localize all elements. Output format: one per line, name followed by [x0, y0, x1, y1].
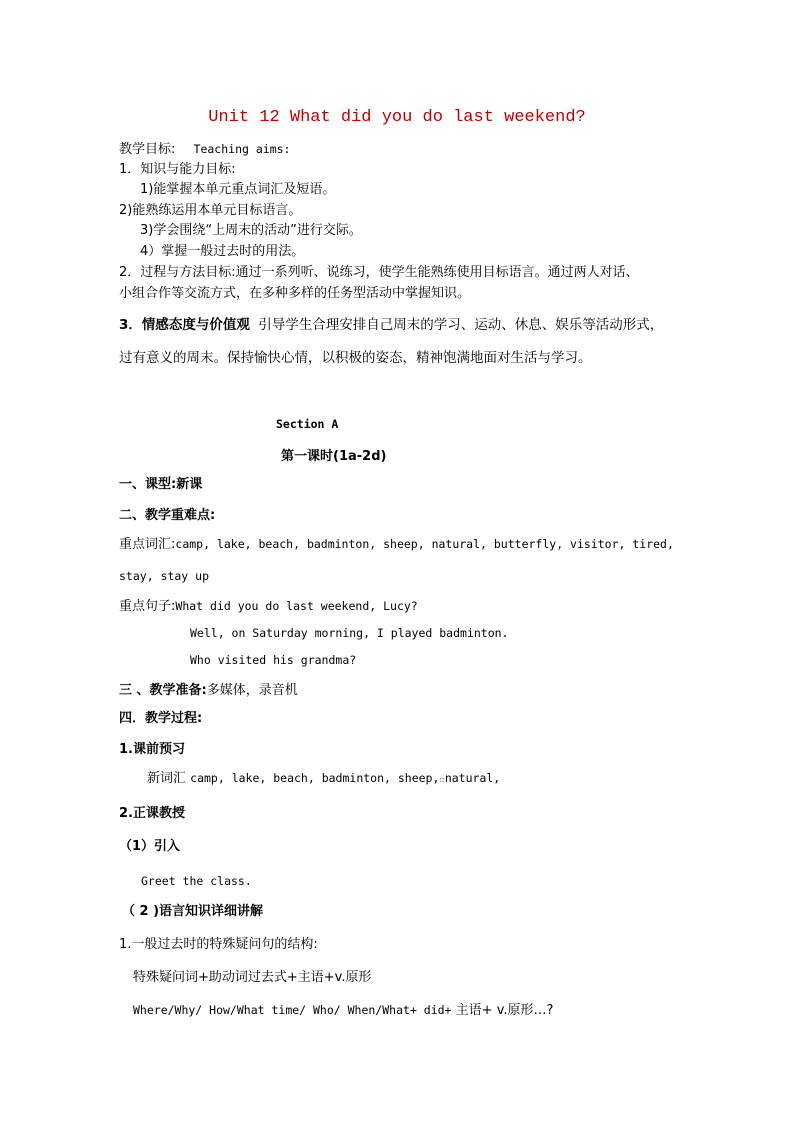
objective-1: 1．知识与能力目标:: [119, 162, 236, 177]
point1-example-a: Where/Why/ How/What time/ Who/ When/What+ did+: [133, 1003, 452, 1017]
objective-3-label: 3．情感态度与价值观: [119, 317, 250, 333]
objective-2-line1: 2．过程与方法目标:通过一系列听、说练习，使学生能熟练使用目标语言。通过两人对话、: [119, 265, 639, 280]
document-title: Unit 12 What did you do last weekend?: [208, 108, 586, 127]
sub1-text: Greet the class.: [141, 874, 252, 888]
paragraph-mark-icon: ▫: [439, 775, 445, 784]
key-vocab-words: camp, lake, beach, badminton, sheep, natural, butterfly, visitor, tired,: [175, 537, 674, 551]
key-sentence-1: [119, 598, 418, 615]
objective-3-text: 引导学生合理安排自己周末的学习、运动、休息、娱乐等活动形式，: [258, 317, 664, 333]
preparation-value: 多媒体，录音机: [206, 683, 298, 698]
objectives-heading: [119, 141, 290, 158]
step1-new-words: [147, 770, 500, 788]
key-vocab-line1: [119, 536, 674, 553]
objective-1-1: 1)能掌握本单元重点词汇及短语。: [140, 182, 336, 197]
point1-example-b: 主语+: [455, 1003, 493, 1018]
point1: 1.一般过去时的特殊疑问句的结构:: [119, 937, 318, 952]
key-sentence-2: Well, on Saturday morning, I played badminton.: [190, 626, 509, 640]
point1-formula: 特殊疑问词+助动词过去式+主语+v.原形: [133, 970, 372, 985]
step2-heading: 2.正课教授: [119, 806, 185, 821]
lesson-type: [119, 477, 202, 493]
section-name: Section A: [276, 417, 339, 431]
lesson-type-label: 一、课型:: [119, 477, 177, 492]
process-heading: 四．教学过程:: [119, 711, 203, 726]
objective-3-line1: [119, 317, 663, 333]
preparation-label: 三 、教学准备:: [119, 683, 207, 698]
step1-label: 新词汇: [147, 771, 187, 786]
step1-words-a: camp, lake, beach, badminton, sheep,: [190, 771, 440, 785]
objective-1-3: 3)学会围绕“上周末的活动”进行交际。: [140, 223, 362, 238]
key-sentence-1-text: What did you do last weekend, Lucy?: [175, 599, 418, 613]
step1-heading: 1.课前预习: [119, 742, 185, 757]
key-sentence-label: 重点句子:: [119, 599, 176, 614]
preparation: [119, 683, 298, 699]
key-vocab-line2: stay, stay up: [119, 569, 210, 583]
point1-example: [133, 1002, 553, 1019]
key-vocab-label: 重点词汇:: [119, 537, 176, 552]
step1-words-b: natural,: [444, 771, 501, 785]
objectives-heading-cn: 教学目标:: [119, 142, 176, 157]
objective-1-2: 2)能熟练运用本单元目标语言。: [119, 203, 302, 218]
lesson-type-value: 新课: [176, 477, 203, 492]
objective-3-line2: 过有意义的周末。保持愉快心情，以积极的姿态，精神饱满地面对生活与学习。: [119, 350, 592, 366]
objective-1-4: 4）掌握一般过去时的用法。: [140, 244, 305, 259]
objectives-heading-en: Teaching aims:: [193, 142, 291, 156]
sub2-heading: （ 2 )语言知识详细讲解: [122, 904, 264, 919]
lesson-number: 第一课时(1a-2d): [281, 449, 387, 464]
key-sentence-3: Who visited his grandma?: [190, 653, 357, 667]
point1-example-c: v.原形…?: [496, 1003, 554, 1018]
objective-2-line2: 小组合作等交流方式，在多种多样的任务型活动中掌握知识。: [119, 286, 471, 301]
sub1-heading: （1）引入: [119, 839, 181, 854]
key-points-heading: 二、教学重难点:: [119, 508, 216, 523]
